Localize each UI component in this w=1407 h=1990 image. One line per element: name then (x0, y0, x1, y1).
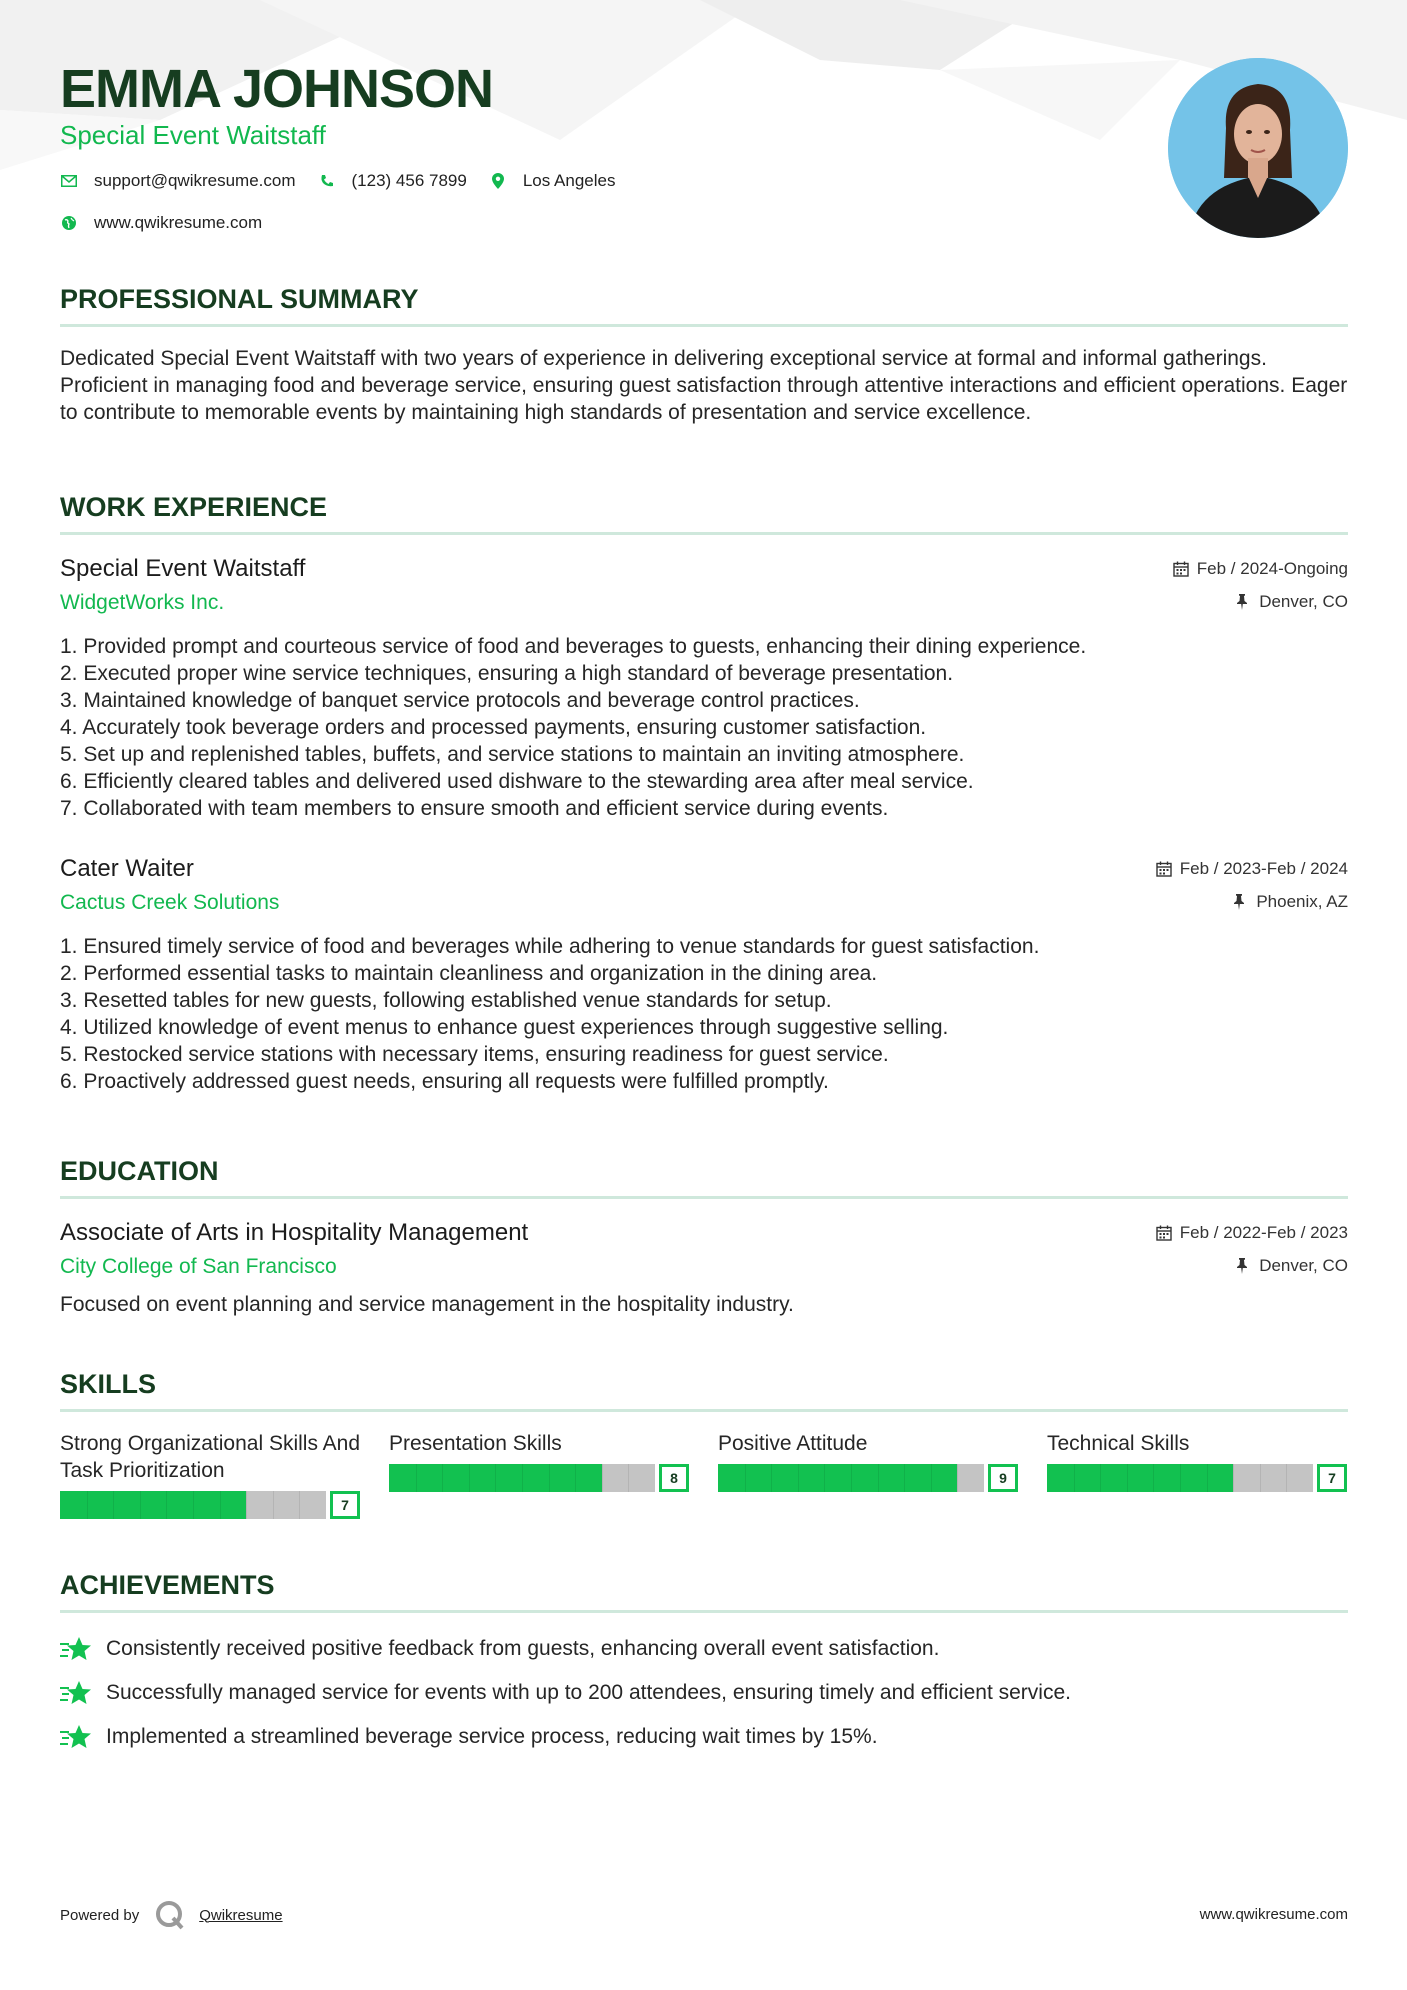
skill-bar-segment (469, 1464, 470, 1492)
calendar-icon (1156, 861, 1172, 877)
pushpin-icon (1232, 894, 1248, 910)
skill-bar-segment (87, 1491, 88, 1519)
achievement-text: Implemented a streamlined beverage service process, reducing wait times by 15%. (106, 1725, 878, 1748)
website-text: www.qwikresume.com (94, 213, 263, 232)
calendar-icon (1156, 1225, 1172, 1241)
skill-bar-segment (273, 1491, 274, 1519)
skill-bar-segment (1207, 1464, 1208, 1492)
profile-photo (1168, 58, 1348, 238)
skill-bar-fill (1047, 1464, 1233, 1492)
skill-bar-track (60, 1491, 326, 1519)
section-divider (60, 1409, 1348, 1412)
job-date-text: Feb / 2023-Feb / 2024 (1179, 859, 1348, 878)
education-heading: EDUCATION (60, 1156, 219, 1186)
list-item: 4. Accurately took beverage orders and processed payments, ensuring customer satisfaction. (60, 716, 927, 739)
powered-by (60, 1900, 283, 1930)
skill-bar-track (1047, 1464, 1313, 1492)
summary-text: Dedicated Special Event Waitstaff with two years of experience in delivering exceptional service at formal and informal gatherings. Proficient in managing food and beverage service, ensuring guest satisfaction through attentive interactions and efficient operations. Eager to contribute to memorable events by maintaining high standards of presentation and service excellence. (60, 347, 1348, 424)
achievement-text: Consistently received positive feedback from guests, enhancing overall event satisfaction. (106, 1637, 940, 1660)
skill-item (718, 1430, 1018, 1519)
skill-bar-fill (60, 1491, 246, 1519)
envelope-icon (60, 172, 78, 190)
list-item: 6. Efficiently cleared tables and delivered used dishware to the stewarding area after meal service. (60, 770, 974, 793)
skill-bar-segment (1074, 1464, 1075, 1492)
list-item (60, 1715, 1348, 1759)
list-item: 5. Set up and replenished tables, buffets, and service stations to maintain an inviting atmosphere. (60, 743, 965, 766)
job-company: WidgetWorks Inc. (60, 591, 225, 614)
summary-heading: PROFESSIONAL SUMMARY (60, 284, 419, 314)
job-entry (60, 855, 1348, 1115)
star-icon (60, 1679, 92, 1707)
degree-title: Associate of Arts in Hospitality Management (60, 1219, 529, 1246)
job-title: Special Event Waitstaff (60, 555, 306, 582)
skill-name: Positive Attitude (718, 1432, 868, 1455)
skill-bar-segment (851, 1464, 852, 1492)
email-contact[interactable] (60, 171, 296, 191)
skill-rating-bar (389, 1464, 689, 1492)
education-section (60, 1154, 1348, 1329)
list-item: 2. Executed proper wine service techniques, ensuring a high standard of beverage presentation. (60, 662, 954, 685)
phone-text: (123) 456 7899 (351, 171, 467, 190)
skill-bar-segment (745, 1464, 746, 1492)
skill-bar-segment (824, 1464, 825, 1492)
skill-bar-segment (771, 1464, 772, 1492)
job-date (1156, 859, 1348, 879)
section-divider (60, 532, 1348, 535)
skill-bar-track (389, 1464, 655, 1492)
job-title: Cater Waiter (60, 855, 194, 882)
skill-bar-segment (798, 1464, 799, 1492)
location-text: Los Angeles (522, 171, 616, 190)
website-contact[interactable] (60, 213, 262, 233)
skill-bar-segment (1127, 1464, 1128, 1492)
experience-heading: WORK EXPERIENCE (60, 492, 328, 522)
skill-name: Presentation Skills (389, 1432, 562, 1455)
section-divider (60, 324, 1348, 327)
skill-bar-segment (416, 1464, 417, 1492)
page-footer (60, 1900, 1348, 1940)
skill-bar-segment (1100, 1464, 1101, 1492)
achievements-section (60, 1568, 1348, 1759)
skill-bar-segment (549, 1464, 550, 1492)
skill-bar-fill (718, 1464, 957, 1492)
skill-bar-segment (878, 1464, 879, 1492)
skill-rating-bar (60, 1491, 360, 1519)
job-location-text: Denver, CO (1259, 592, 1348, 611)
list-item: 1. Provided prompt and courteous service of food and beverages to guests, enhancing their dining experience. (60, 635, 1087, 658)
list-item: 3. Maintained knowledge of banquet service protocols and beverage control practices. (60, 689, 860, 712)
skills-heading: SKILLS (60, 1369, 157, 1399)
list-item: 4. Utilized knowledge of event menus to enhance guest experiences through suggestive selling. (60, 1016, 949, 1039)
skill-bar-segment (220, 1491, 221, 1519)
skill-bar-segment (628, 1464, 629, 1492)
map-pin-icon (489, 172, 507, 190)
achievement-text: Successfully managed service for events with up to 200 attendees, ensuring timely and efficient service. (106, 1681, 1071, 1704)
star-icon (60, 1635, 92, 1663)
education-location (1235, 1256, 1348, 1276)
calendar-icon (1173, 561, 1189, 577)
list-item: 6. Proactively addressed guest needs, ensuring all requests were fulfilled promptly. (60, 1070, 829, 1093)
list-item: 2. Performed essential tasks to maintain cleanliness and organization in the dining area. (60, 962, 878, 985)
job-date-text: Feb / 2024-Ongoing (1196, 559, 1348, 578)
skill-bar-segment (575, 1464, 576, 1492)
skill-bar-track (718, 1464, 984, 1492)
skill-bar-segment (602, 1464, 603, 1492)
experience-section (60, 490, 1348, 1115)
section-divider (60, 1196, 1348, 1199)
skills-section (60, 1367, 1348, 1519)
pushpin-icon (1235, 594, 1251, 610)
skill-score: 7 (330, 1491, 360, 1519)
qwikresume-logo-icon (155, 1900, 185, 1930)
location-contact (489, 171, 616, 191)
section-divider (60, 1610, 1348, 1613)
phone-contact[interactable] (318, 171, 467, 191)
skill-score: 7 (1317, 1464, 1347, 1492)
skill-rating-bar (1047, 1464, 1347, 1492)
pushpin-icon (1235, 1258, 1251, 1274)
skill-bar-segment (904, 1464, 905, 1492)
skill-score: 8 (659, 1464, 689, 1492)
job-date (1173, 559, 1348, 579)
skill-bar-segment (1286, 1464, 1287, 1492)
job-location-text: Phoenix, AZ (1256, 892, 1348, 911)
star-icon (60, 1723, 92, 1751)
skill-bar-segment (113, 1491, 114, 1519)
powered-by-label: Powered by (60, 1906, 140, 1924)
skill-bar-segment (957, 1464, 958, 1492)
skill-bar-segment (931, 1464, 932, 1492)
skill-bar-segment (193, 1491, 194, 1519)
list-item: 5. Restocked service stations with necessary items, ensuring readiness for guest service. (60, 1043, 889, 1066)
job-location (1232, 892, 1348, 912)
list-item: 7. Collaborated with team members to ensure smooth and efficient service during events. (60, 797, 889, 820)
skill-bar-segment (522, 1464, 523, 1492)
list-item (60, 1671, 1348, 1715)
achievements-heading: ACHIEVEMENTS (60, 1570, 275, 1600)
job-bullets (60, 933, 1039, 1095)
skill-bar-segment (246, 1491, 247, 1519)
job-entry (60, 555, 1348, 855)
summary-section (60, 282, 1348, 426)
job-bullets (60, 633, 1086, 822)
skill-bar-segment (495, 1464, 496, 1492)
education-date (1156, 1223, 1348, 1243)
skill-item (60, 1430, 360, 1519)
skill-rating-bar (718, 1464, 1018, 1492)
job-location (1235, 592, 1348, 612)
achievements-list (60, 1627, 1348, 1759)
school-name: City College of San Francisco (60, 1255, 337, 1278)
skill-bar-segment (166, 1491, 167, 1519)
globe-icon (60, 214, 78, 232)
skill-bar-segment (1180, 1464, 1181, 1492)
education-description: Focused on event planning and service management in the hospitality industry. (60, 1293, 794, 1316)
skills-list (60, 1430, 1348, 1519)
candidate-title: Special Event Waitstaff (60, 120, 326, 150)
education-entry (60, 1219, 1348, 1329)
skill-name: Technical Skills (1047, 1432, 1190, 1455)
phone-icon (318, 172, 336, 190)
email-text: support@qwikresume.com (94, 171, 296, 190)
skill-bar-segment (1153, 1464, 1154, 1492)
skill-bar-segment (140, 1491, 141, 1519)
skill-bar-segment (1233, 1464, 1234, 1492)
list-item: 3. Resetted tables for new guests, following established venue standards for setup. (60, 989, 832, 1012)
education-date-text: Feb / 2022-Feb / 2023 (1179, 1223, 1348, 1242)
job-company: Cactus Creek Solutions (60, 891, 280, 914)
education-location-text: Denver, CO (1259, 1256, 1348, 1275)
skill-bar-segment (442, 1464, 443, 1492)
candidate-name: EMMA JOHNSON (60, 59, 494, 119)
skill-bar-segment (299, 1491, 300, 1519)
resume-header (60, 58, 1348, 258)
skill-item (389, 1430, 689, 1519)
skill-item (1047, 1430, 1347, 1519)
footer-website-link[interactable]: www.qwikresume.com (1199, 1906, 1348, 1923)
list-item (60, 1627, 1348, 1671)
contact-info (60, 170, 880, 254)
skill-bar-segment (1260, 1464, 1261, 1492)
skill-score: 9 (988, 1464, 1018, 1492)
qwikresume-link[interactable]: Qwikresume (199, 1906, 283, 1924)
skill-name: Strong Organizational Skills And Task Prioritization (60, 1432, 360, 1482)
list-item: 1. Ensured timely service of food and beverages while adhering to venue standards for guest satisfaction. (60, 935, 1040, 958)
